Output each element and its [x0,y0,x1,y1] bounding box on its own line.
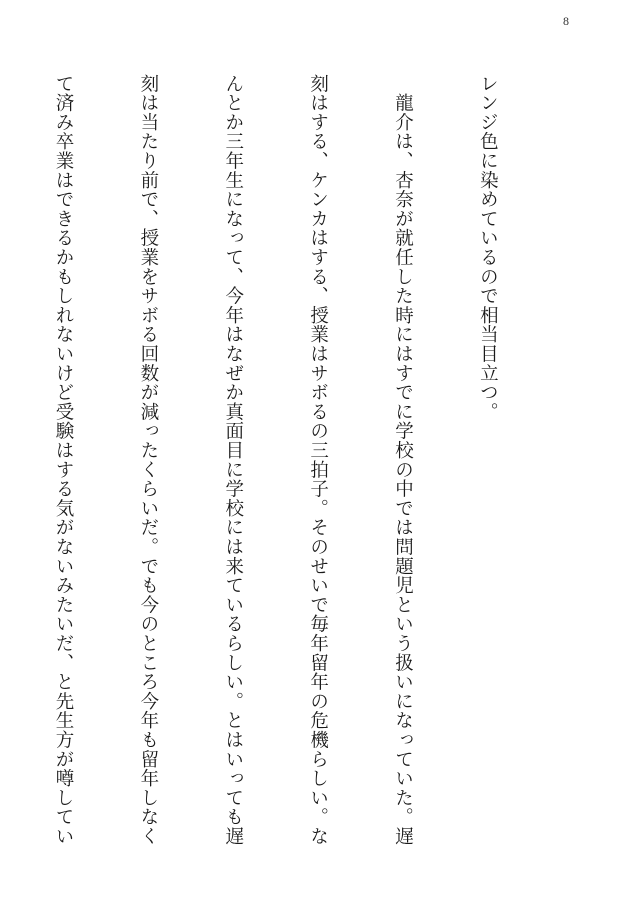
text-line: 刻は当たり前で、授業をサボる回数が減ったくらいだ。でも今のところ今年も留年しなく [137,74,159,846]
text-line: んとか三年生になって、今年はなぜか真面目に学校には来ているらしい。とはいっても遅 [222,74,244,846]
text-line: 龍介は、杏奈が就任した時にはすでに学校の中では問題児という扱いになっていた。遅 [392,74,414,846]
text-line: て済み卒業はできるかもしれないけど受験はする気がないみたいだ、と先生方が噂してい [52,74,74,846]
text-line: レンジ色に染めているので相当目立つ。 [477,74,499,422]
body-text [0,74,558,854]
text-line: 刻はする、ケンカはする、授業はサボるの三拍子。そのせいで毎年留年の危機らしい。な [307,74,329,846]
page-number: 8 [563,14,569,28]
